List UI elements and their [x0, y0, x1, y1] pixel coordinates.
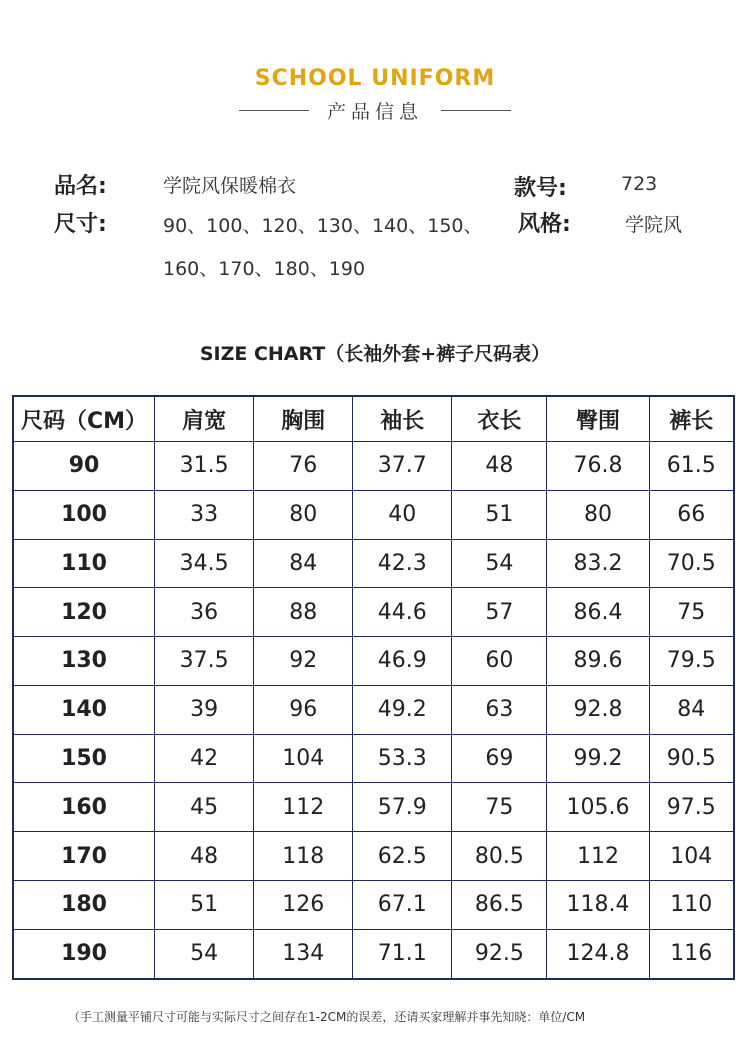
measurement-cell: 61.5: [649, 442, 734, 491]
measurement-cell: 70.5: [649, 539, 734, 588]
measurement-cell: 118: [254, 832, 353, 881]
measurement-cell: 60: [452, 637, 547, 686]
measurement-cell: 126: [254, 880, 353, 929]
measurement-cell: 88: [254, 588, 353, 637]
product-name-value: 学院风保暖棉衣: [163, 175, 297, 197]
style-number-label: 款号:: [514, 176, 567, 201]
measurement-cell: 84: [254, 539, 353, 588]
table-row: [13, 490, 734, 539]
measurement-cell: 31.5: [155, 442, 254, 491]
measurement-cell: 33: [155, 490, 254, 539]
size-chart-title: SIZE CHART（长袖外套+裤子尺码表）: [199, 343, 551, 365]
size-value-line2: 160、170、180、190: [163, 258, 366, 280]
measurement-cell: 57.9: [353, 783, 452, 832]
style-label: 风格:: [518, 212, 571, 237]
size-cell: 190: [13, 929, 155, 979]
column-header: 裤长: [649, 396, 734, 442]
measurement-cell: 83.2: [547, 539, 649, 588]
measurement-cell: 75: [452, 783, 547, 832]
brand-title: SCHOOL UNIFORM: [254, 66, 496, 91]
measurement-cell: 45: [155, 783, 254, 832]
measurement-cell: 75: [649, 588, 734, 637]
table-header-row: [13, 396, 734, 442]
measurement-cell: 40: [353, 490, 452, 539]
size-cell: 90: [13, 442, 155, 491]
measurement-cell: 89.6: [547, 637, 649, 686]
measurement-cell: 79.5: [649, 637, 734, 686]
measurement-cell: 76.8: [547, 442, 649, 491]
subtitle-divider-left: [239, 110, 309, 111]
measurement-cell: 51: [155, 880, 254, 929]
table-row: [13, 685, 734, 734]
measurement-cell: 104: [649, 832, 734, 881]
table-row: [13, 880, 734, 929]
product-name-label: 品名:: [54, 174, 107, 199]
measurement-cell: 97.5: [649, 783, 734, 832]
measurement-cell: 76: [254, 442, 353, 491]
column-header: 肩宽: [155, 396, 254, 442]
table-row: [13, 442, 734, 491]
measurement-cell: 67.1: [353, 880, 452, 929]
measurement-cell: 57: [452, 588, 547, 637]
size-cell: 140: [13, 685, 155, 734]
measurement-cell: 62.5: [353, 832, 452, 881]
size-cell: 160: [13, 783, 155, 832]
size-chart-table: [12, 395, 735, 980]
measurement-cell: 118.4: [547, 880, 649, 929]
size-cell: 130: [13, 637, 155, 686]
measurement-cell: 54: [452, 539, 547, 588]
measurement-cell: 86.5: [452, 880, 547, 929]
subtitle: 产品信息: [326, 100, 423, 123]
subtitle-row: [0, 97, 750, 123]
column-header: 袖长: [353, 396, 452, 442]
measurement-cell: 105.6: [547, 783, 649, 832]
style-value: 学院风: [625, 214, 683, 236]
table-row: [13, 929, 734, 979]
measurement-cell: 36: [155, 588, 254, 637]
measurement-cell: 51: [452, 490, 547, 539]
size-cell: 110: [13, 539, 155, 588]
measurement-cell: 66: [649, 490, 734, 539]
measurement-cell: 134: [254, 929, 353, 979]
column-header: 尺码（CM）: [13, 396, 155, 442]
measurement-cell: 48: [452, 442, 547, 491]
measurement-cell: 90.5: [649, 734, 734, 783]
column-header: 臀围: [547, 396, 649, 442]
measurement-cell: 112: [547, 832, 649, 881]
measurement-cell: 96: [254, 685, 353, 734]
measurement-cell: 46.9: [353, 637, 452, 686]
size-label: 尺寸:: [54, 212, 107, 237]
size-cell: 150: [13, 734, 155, 783]
measurement-cell: 124.8: [547, 929, 649, 979]
table-row: [13, 734, 734, 783]
table-row: [13, 783, 734, 832]
size-cell: 100: [13, 490, 155, 539]
measurement-cell: 86.4: [547, 588, 649, 637]
measurement-cell: 112: [254, 783, 353, 832]
measurement-cell: 63: [452, 685, 547, 734]
measurement-cell: 80.5: [452, 832, 547, 881]
measurement-cell: 54: [155, 929, 254, 979]
size-value-line1: 90、100、120、130、140、150、: [163, 215, 483, 237]
table-row: [13, 588, 734, 637]
measurement-cell: 42: [155, 734, 254, 783]
measurement-cell: 92.8: [547, 685, 649, 734]
measurement-cell: 69: [452, 734, 547, 783]
footnote: （手工测量平铺尺寸可能与实际尺寸之间存在1-2CM的误差，还请买家理解并事先知晓：单位/CM: [68, 1010, 586, 1024]
measurement-cell: 34.5: [155, 539, 254, 588]
measurement-cell: 39: [155, 685, 254, 734]
measurement-cell: 49.2: [353, 685, 452, 734]
measurement-cell: 92: [254, 637, 353, 686]
measurement-cell: 48: [155, 832, 254, 881]
measurement-cell: 53.3: [353, 734, 452, 783]
measurement-cell: 37.7: [353, 442, 452, 491]
column-header: 胸围: [254, 396, 353, 442]
measurement-cell: 44.6: [353, 588, 452, 637]
measurement-cell: 92.5: [452, 929, 547, 979]
style-number-value: 723: [621, 173, 658, 195]
measurement-cell: 37.5: [155, 637, 254, 686]
table-row: [13, 539, 734, 588]
measurement-cell: 84: [649, 685, 734, 734]
size-cell: 180: [13, 880, 155, 929]
table-row: [13, 637, 734, 686]
table-row: [13, 832, 734, 881]
measurement-cell: 99.2: [547, 734, 649, 783]
measurement-cell: 104: [254, 734, 353, 783]
size-cell: 120: [13, 588, 155, 637]
subtitle-divider-right: [441, 110, 511, 111]
measurement-cell: 110: [649, 880, 734, 929]
measurement-cell: 80: [254, 490, 353, 539]
measurement-cell: 42.3: [353, 539, 452, 588]
measurement-cell: 80: [547, 490, 649, 539]
measurement-cell: 116: [649, 929, 734, 979]
table-body: [13, 442, 734, 980]
column-header: 衣长: [452, 396, 547, 442]
size-cell: 170: [13, 832, 155, 881]
measurement-cell: 71.1: [353, 929, 452, 979]
